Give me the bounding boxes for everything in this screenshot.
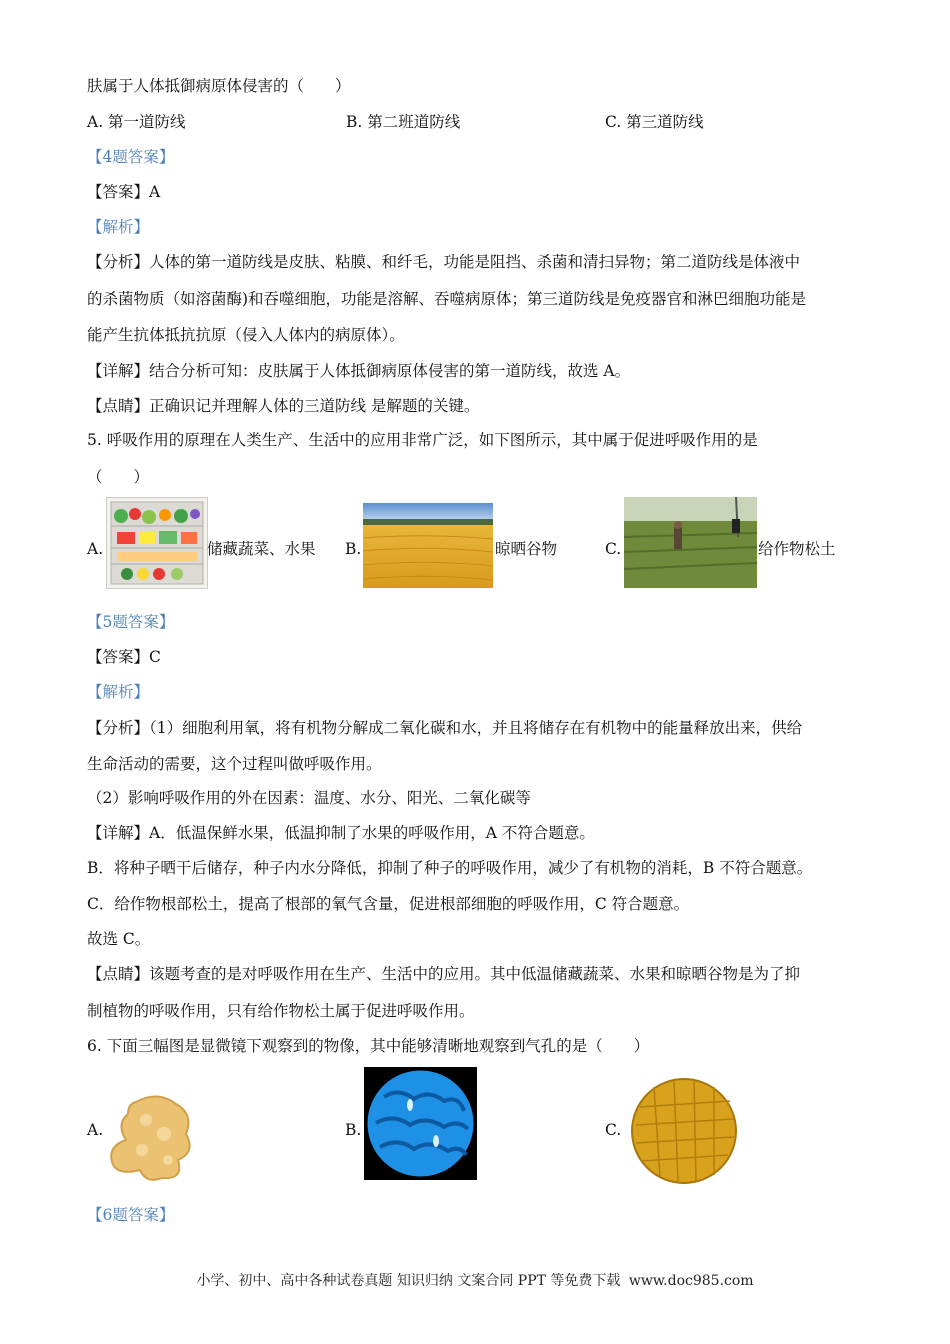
q4-fenxi-line-2: 的杀菌物质（如溶菌酶)和吞噬细胞，功能是溶解、吞噬病原体；第三道防线是免疫器官和淋巴细胞功能是 xyxy=(87,290,807,308)
field-loosening-image xyxy=(624,497,757,588)
q6-answer-header: 【6题答案】 xyxy=(87,1206,175,1224)
q4-dianjing: 【点睛】正确识记并理解人体的三道防线 是解题的关键。 xyxy=(87,397,480,415)
q5-answer-header: 【5题答案】 xyxy=(87,613,175,631)
q5-fenxi-line-3: （2）影响呼吸作用的外在因素：温度、水分、阳光、二氧化碳等 xyxy=(87,789,531,807)
q4-answer-header: 【4题答案】 xyxy=(87,148,175,166)
q5-xiangjie-line-2: B．将种子晒干后储存，种子内水分降低，抑制了种子的呼吸作用，减少了有机物的消耗，B 不符合题意。 xyxy=(87,859,813,877)
micro-image-c xyxy=(630,1077,738,1185)
q6-option-c: C. xyxy=(605,1121,622,1139)
q5-stem-line-2: （ ） xyxy=(87,468,150,486)
footer-link[interactable]: www.doc985.com xyxy=(628,1273,754,1289)
q4-stem-tail: 肤属于人体抵御病原体侵害的（ ） xyxy=(87,77,351,95)
q4-option-b: B. 第二班道防线 xyxy=(346,113,461,131)
q6-option-b: B. xyxy=(345,1121,362,1139)
q5-option-b-letter: B. xyxy=(345,540,362,558)
micro-image-a xyxy=(106,1090,201,1185)
q4-answer: 【答案】A xyxy=(87,183,161,201)
q6-option-a: A. xyxy=(87,1121,104,1139)
q5-option-c-text: 给作物松土 xyxy=(758,540,836,558)
q4-fenxi-line-3: 能产生抗体抵抗抗原（侵入人体内的病原体）。 xyxy=(87,326,405,344)
q6-stem: 6. 下面三幅图是显微镜下观察到的物像，其中能够清晰地观察到气孔的是（ ） xyxy=(87,1037,650,1055)
q5-dianjing-line-1: 【点睛】该题考查的是对呼吸作用在生产、生活中的应用。其中低温储藏蔬菜、水果和晾晒谷物是为了抑 xyxy=(87,965,801,983)
q5-option-c-letter: C. xyxy=(605,540,622,558)
q5-xiangjie-line-4: 故选 C。 xyxy=(87,930,151,948)
q5-option-a-letter: A. xyxy=(87,540,104,558)
q5-option-a-text: 储藏蔬菜、水果 xyxy=(207,540,316,558)
q5-analysis-header: 【解析】 xyxy=(87,683,150,701)
q5-option-b-text: 晾晒谷物 xyxy=(495,540,558,558)
q5-fenxi-line-2: 生命活动的需要，这个过程叫做呼吸作用。 xyxy=(87,755,382,773)
q4-analysis-header: 【解析】 xyxy=(87,218,150,236)
q5-xiangjie-line-1: 【详解】A．低温保鲜水果，低温抑制了水果的呼吸作用，A 不符合题意。 xyxy=(87,824,595,842)
q5-stem-line-1: 5. 呼吸作用的原理在人类生产、生活中的应用非常广泛，如下图所示，其中属于促进呼吸作用的是 xyxy=(87,431,758,449)
q4-option-a: A. 第一道防线 xyxy=(87,113,186,131)
fridge-image xyxy=(106,497,208,589)
q5-xiangjie-line-3: C．给作物根部松土，提高了根部的氧气含量，促进根部细胞的呼吸作用，C 符合题意。 xyxy=(87,895,690,913)
q5-dianjing-line-2: 制植物的呼吸作用，只有给作物松土属于促进呼吸作用。 xyxy=(87,1002,475,1020)
q5-fenxi-line-1: 【分析】（1）细胞利用氧，将有机物分解成二氧化碳和水，并且将储存在有机物中的能量释放出来，供给 xyxy=(87,719,803,737)
q4-fenxi-line-1: 【分析】人体的第一道防线是皮肤、粘膜、和纤毛，功能是阻挡、杀菌和清扫异物；第二道防线是体液中 xyxy=(87,253,801,271)
micro-image-b xyxy=(364,1067,477,1180)
q5-answer: 【答案】C xyxy=(87,648,161,666)
footer-text: 小学、初中、高中各种试卷真题 知识归纳 文案合同 PPT 等免费下载 xyxy=(196,1273,621,1289)
q4-option-c: C. 第三道防线 xyxy=(605,113,704,131)
q4-xiangjie: 【详解】结合分析可知：皮肤属于人体抵御病原体侵害的第一道防线，故选 A。 xyxy=(87,362,631,380)
grain-drying-image xyxy=(363,503,493,588)
page-footer xyxy=(0,1270,950,1290)
